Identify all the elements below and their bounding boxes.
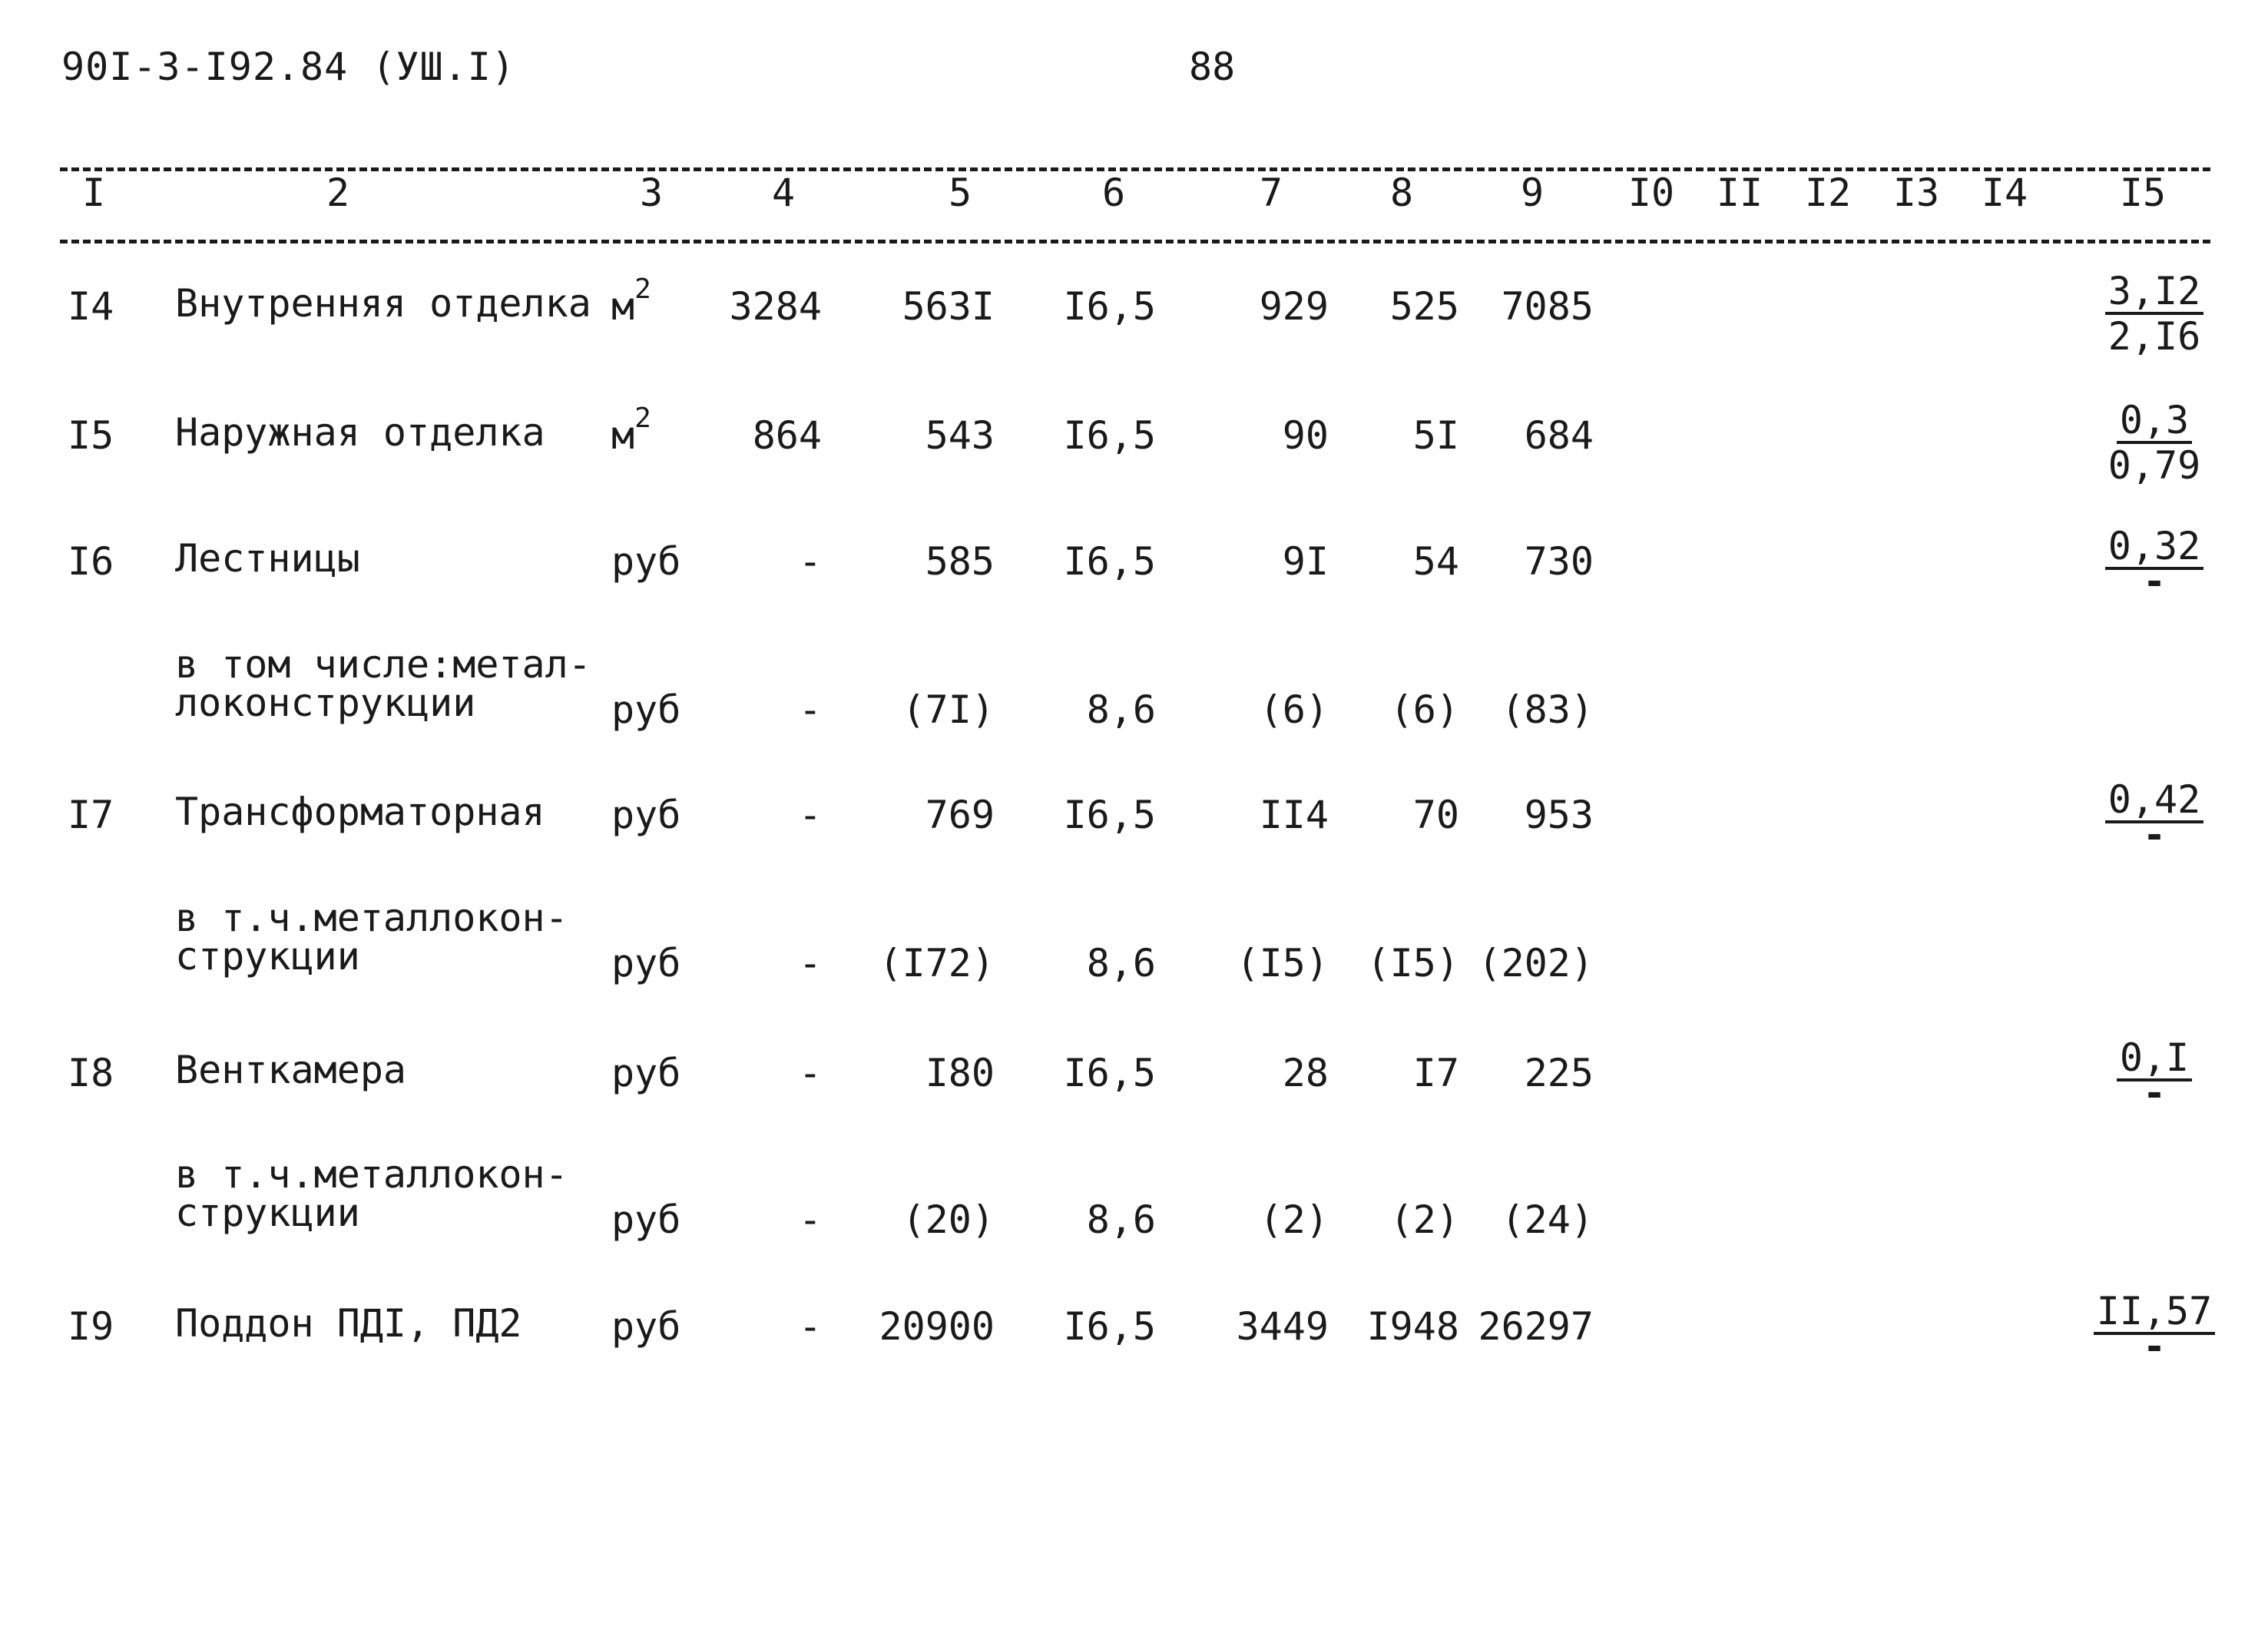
row-number: I5: [68, 413, 114, 458]
unit-superscript: 2: [634, 402, 651, 434]
row-number: I9: [68, 1304, 114, 1349]
unit-text: руб: [611, 1051, 681, 1095]
unit-text: м: [611, 284, 635, 329]
unit-cell: [611, 941, 680, 985]
row-name: Наружная отделка: [175, 410, 545, 455]
value-c7: 3449: [1236, 1304, 1329, 1349]
row-name: Поддон ПДI, ПД2: [175, 1301, 522, 1346]
fraction-value: [2089, 398, 2220, 487]
fraction-numerator: 3,I2: [2105, 270, 2203, 315]
value-c4: -: [798, 687, 822, 732]
column-header-8: 8: [1389, 171, 1414, 215]
value-c8: (2): [1389, 1197, 1459, 1242]
value-c9: 225: [1524, 1051, 1594, 1095]
value-c7: 90: [1282, 413, 1329, 458]
value-c5: (20): [902, 1197, 995, 1242]
value-c4: -: [798, 1304, 822, 1349]
fraction-numerator: 0,I: [2117, 1037, 2192, 1081]
value-c4: -: [798, 1197, 822, 1242]
column-header-15: I5: [2119, 171, 2167, 215]
value-c7: (2): [1259, 1197, 1329, 1242]
column-header-13: I3: [1892, 171, 1940, 215]
value-c7: 9I: [1282, 539, 1329, 584]
fraction-denominator: -: [2142, 559, 2167, 604]
row-name-line-2: струкции: [175, 1191, 360, 1235]
value-c5: (I72): [879, 941, 995, 985]
value-c8: 54: [1412, 539, 1459, 584]
column-header-9: 9: [1520, 171, 1545, 215]
unit-superscript: 2: [634, 273, 651, 305]
column-header-4: 4: [771, 171, 796, 215]
value-c5: 20900: [879, 1304, 995, 1349]
value-c6: I6,5: [1063, 539, 1156, 584]
value-c5: 543: [925, 413, 995, 458]
value-c6: 8,6: [1086, 941, 1156, 985]
value-c9: (24): [1501, 1197, 1594, 1242]
value-c8: 70: [1412, 793, 1459, 837]
fraction-numerator: 0,3: [2117, 399, 2192, 444]
value-c5: 585: [925, 539, 995, 584]
value-c8: I7: [1412, 1051, 1459, 1095]
row-name: [175, 642, 591, 725]
row-name: Лестницы: [175, 536, 360, 581]
row-name-line-2: струкции: [175, 934, 360, 979]
fraction-denominator: -: [2142, 813, 2167, 857]
value-c4: -: [798, 793, 822, 837]
value-c4: 3284: [729, 284, 822, 329]
unit-text: руб: [611, 1197, 681, 1242]
value-c6: I6,5: [1063, 413, 1156, 458]
unit-cell: [611, 1304, 680, 1349]
unit-cell: [611, 402, 651, 458]
value-c8: 5I: [1412, 413, 1459, 458]
page-number: 88: [1189, 45, 1236, 89]
value-c4: 864: [752, 413, 822, 458]
row-number: I6: [68, 539, 114, 584]
value-c7: (I5): [1236, 941, 1329, 985]
unit-text: руб: [611, 793, 681, 837]
fraction-numerator: 0,42: [2105, 779, 2203, 823]
row-name-line-1: в т.ч.металлокон-: [175, 1152, 568, 1197]
row-name-line-1: в т.ч.металлокон-: [175, 896, 568, 940]
value-c6: I6,5: [1063, 284, 1156, 329]
column-header-14: I4: [1981, 171, 2028, 215]
row-name-line-2: локонструкции: [175, 681, 476, 725]
header-rule-bottom: [60, 240, 2210, 243]
value-c6: 8,6: [1086, 687, 1156, 732]
column-header-7: 7: [1259, 171, 1283, 215]
value-c5: (7I): [902, 687, 995, 732]
value-c7: 929: [1259, 284, 1329, 329]
column-header-6: 6: [1101, 171, 1126, 215]
unit-cell: [611, 1051, 680, 1095]
unit-text: м: [611, 413, 635, 458]
value-c7: 28: [1282, 1051, 1329, 1095]
row-name: [175, 1152, 568, 1235]
value-c9: 953: [1524, 793, 1594, 837]
unit-cell: [611, 687, 680, 732]
unit-text: руб: [611, 539, 681, 584]
value-c5: I80: [925, 1051, 995, 1095]
column-header-11: II: [1716, 171, 1763, 215]
value-c7: (6): [1259, 687, 1329, 732]
value-c6: I6,5: [1063, 793, 1156, 837]
unit-cell: [611, 539, 680, 584]
value-c6: I6,5: [1063, 1304, 1156, 1349]
row-name-line-1: в том числе:метал-: [175, 642, 591, 687]
value-c9: (83): [1501, 687, 1594, 732]
value-c9: 684: [1524, 413, 1594, 458]
value-c4: -: [798, 1051, 822, 1095]
row-name: Внутренняя отделка: [175, 281, 591, 326]
value-c4: -: [798, 941, 822, 985]
document-header-code: 90I-3-I92.84 (УШ.I): [61, 45, 515, 89]
value-c9: 730: [1524, 539, 1594, 584]
value-c7: II4: [1259, 793, 1329, 837]
fraction-numerator: II,57: [2094, 1290, 2216, 1335]
unit-text: руб: [611, 941, 681, 985]
unit-cell: [611, 1197, 680, 1242]
value-c4: -: [798, 539, 822, 584]
value-c9: 26297: [1478, 1304, 1594, 1349]
row-name: [175, 896, 568, 979]
unit-cell: [611, 273, 651, 329]
fraction-value: [2089, 1289, 2220, 1369]
fraction-denominator: 2,I6: [2107, 314, 2201, 359]
value-c8: 525: [1389, 284, 1459, 329]
value-c9: 7085: [1501, 284, 1594, 329]
fraction-denominator: 0,79: [2107, 443, 2201, 488]
fraction-numerator: 0,32: [2105, 525, 2203, 570]
fraction-value: [2089, 1035, 2220, 1115]
value-c8: (I5): [1366, 941, 1459, 985]
column-header-10: I0: [1627, 171, 1675, 215]
fraction-denominator: -: [2142, 1071, 2167, 1115]
value-c9: (202): [1478, 941, 1594, 985]
value-c6: I6,5: [1063, 1051, 1156, 1095]
row-name: Венткамера: [175, 1048, 407, 1092]
value-c5: 563I: [902, 284, 995, 329]
fraction-value: [2089, 524, 2220, 604]
row-name: Трансформаторная: [175, 790, 545, 834]
column-header-3: 3: [639, 171, 664, 215]
value-c5: 769: [925, 793, 995, 837]
unit-text: руб: [611, 1304, 681, 1349]
column-header-1: I: [81, 171, 106, 215]
unit-cell: [611, 793, 680, 837]
value-c8: (6): [1389, 687, 1459, 732]
fraction-value: [2089, 777, 2220, 857]
fraction-value: [2089, 269, 2220, 358]
column-header-12: I2: [1804, 171, 1852, 215]
value-c8: I948: [1366, 1304, 1459, 1349]
column-header-2: 2: [326, 171, 350, 215]
row-number: I8: [68, 1051, 114, 1095]
unit-text: руб: [611, 687, 681, 732]
column-header-5: 5: [948, 171, 972, 215]
fraction-denominator: -: [2142, 1324, 2167, 1369]
value-c6: 8,6: [1086, 1197, 1156, 1242]
row-number: I7: [68, 793, 114, 837]
row-number: I4: [68, 284, 114, 329]
